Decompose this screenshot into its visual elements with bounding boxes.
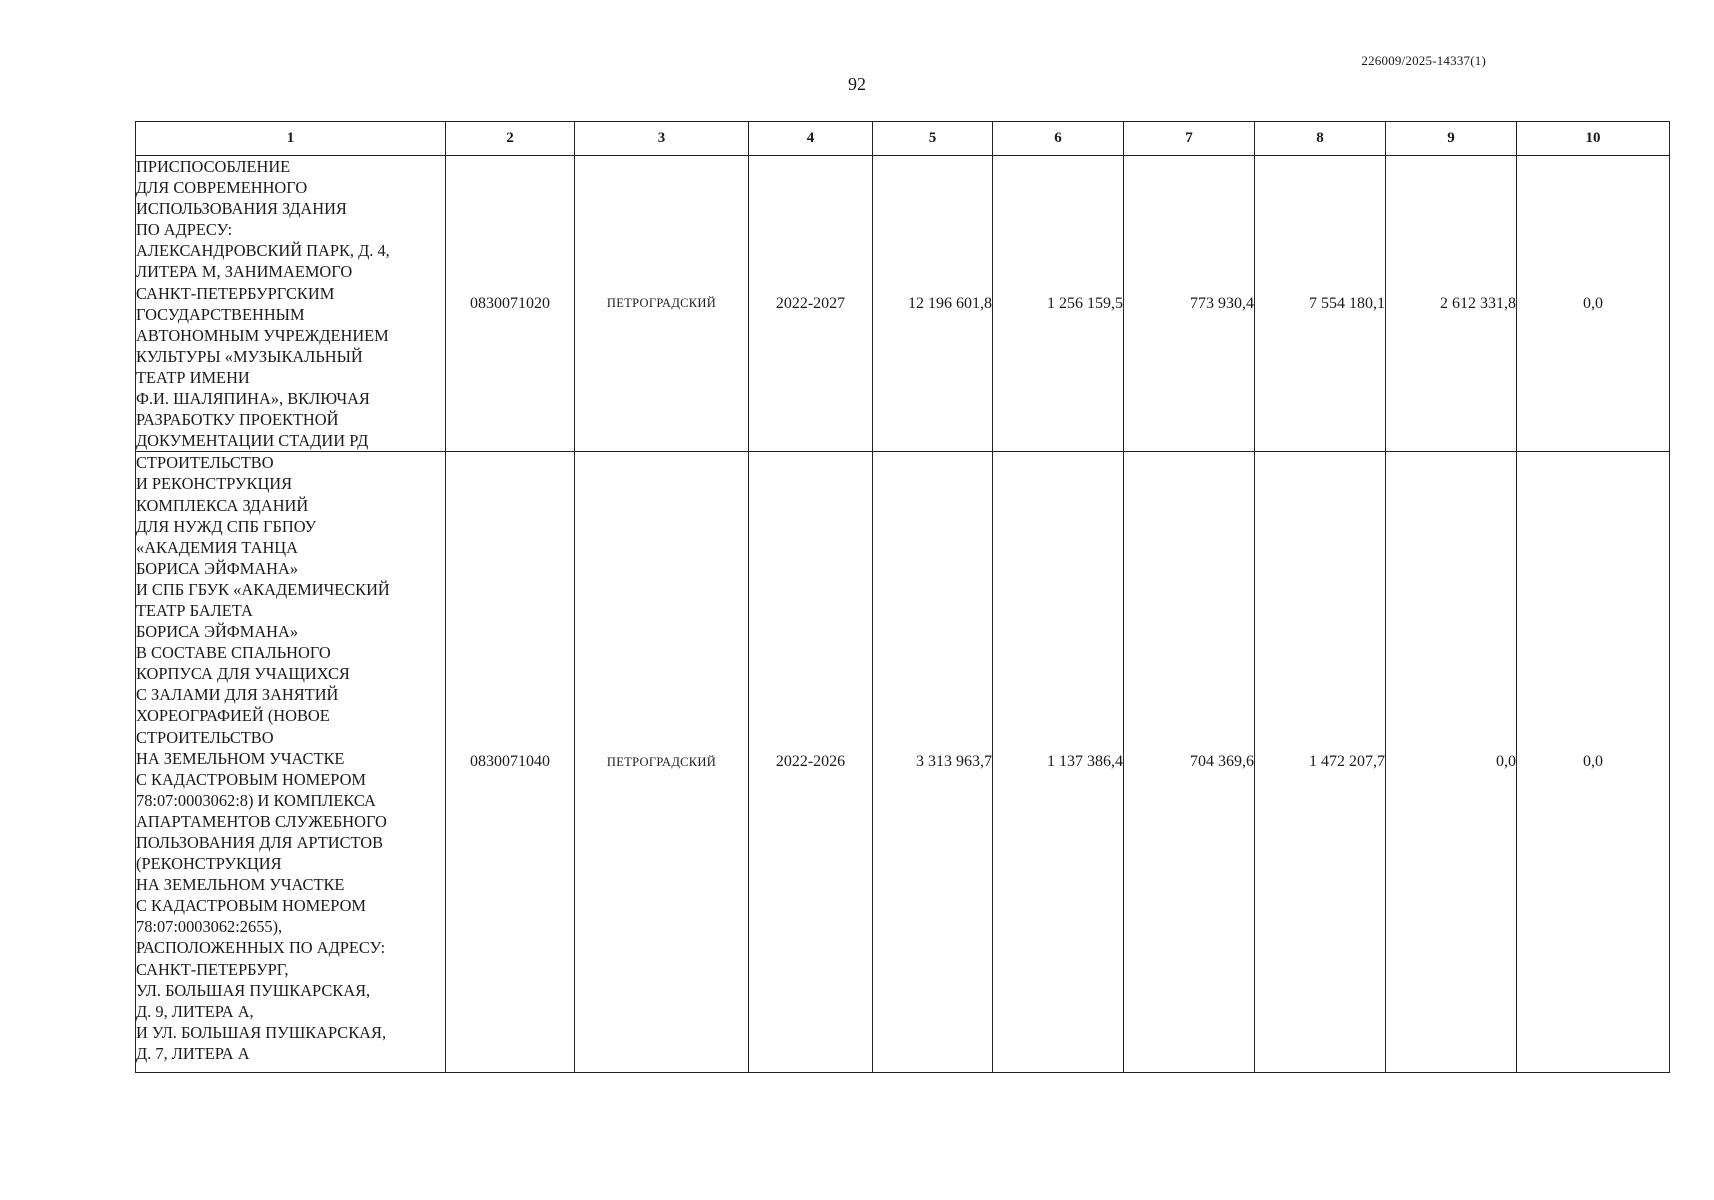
value-cell-7: 704 369,6 — [1124, 452, 1255, 1073]
value-cell-5: 12 196 601,8 — [873, 156, 993, 452]
column-header: 10 — [1517, 122, 1670, 156]
value-cell-9: 0,0 — [1386, 452, 1517, 1073]
district-cell: ПЕТРОГРАДСКИЙ — [575, 452, 749, 1073]
object-name-cell: ПРИСПОСОБЛЕНИЕ ДЛЯ СОВРЕМЕННОГО ИСПОЛЬЗОВАНИЯ ЗДАНИЯ ПО АДРЕСУ: АЛЕКСАНДРОВСКИЙ ПАРК, Д. 4, ЛИТЕРА М, ЗАНИМАЕМОГО САНКТ-ПЕТЕРБУРГСКИМ ГОСУДАРСТВЕННЫМ АВТОНОМНЫМ УЧРЕЖДЕНИЕМ КУЛЬТУРЫ «МУЗЫКАЛЬНЫЙ ТЕАТР ИМЕНИ Ф.И. ШАЛЯПИНА», ВКЛЮЧАЯ РАЗРАБОТКУ ПРОЕКТНОЙ ДОКУМЕНТАЦИИ СТАДИИ РД — [136, 156, 446, 452]
value-cell-6: 1 137 386,4 — [993, 452, 1124, 1073]
column-header: 9 — [1386, 122, 1517, 156]
code-cell: 0830071020 — [446, 156, 575, 452]
column-header: 4 — [749, 122, 873, 156]
header-row — [136, 122, 1670, 156]
period-cell: 2022-2026 — [749, 452, 873, 1073]
column-header: 8 — [1255, 122, 1386, 156]
column-header: 3 — [575, 122, 749, 156]
value-cell-10: 0,0 — [1517, 156, 1670, 452]
document-id: 226009/2025-14337(1) — [1361, 53, 1486, 68]
value-cell-10: 0,0 — [1517, 452, 1670, 1073]
object-name-cell: СТРОИТЕЛЬСТВО И РЕКОНСТРУКЦИЯ КОМПЛЕКСА ЗДАНИЙ ДЛЯ НУЖД СПБ ГБПОУ «АКАДЕМИЯ ТАНЦА БОРИСА ЭЙФМАНА» И СПБ ГБУК «АКАДЕМИЧЕСКИЙ ТЕАТР БАЛЕТА БОРИСА ЭЙФМАНА» В СОСТАВЕ СПАЛЬНОГО КОРПУСА ДЛЯ УЧАЩИХСЯ С ЗАЛАМИ ДЛЯ ЗАНЯТИЙ ХОРЕОГРАФИЕЙ (НОВОЕ СТРОИТЕЛЬСТВО НА ЗЕМЕЛЬНОМ УЧАСТКЕ С КАДАСТРОВЫМ НОМЕРОМ 78:07:0003062:8) И КОМПЛЕКСА АПАРТАМЕНТОВ СЛУЖЕБНОГО ПОЛЬЗОВАНИЯ ДЛЯ АРТИСТОВ (РЕКОНСТРУКЦИЯ НА ЗЕМЕЛЬНОМ УЧАСТКЕ С КАДАСТРОВЫМ НОМЕРОМ 78:07:0003062:2655), РАСПОЛОЖЕННЫХ ПО АДРЕСУ: САНКТ-ПЕТЕРБУРГ, УЛ. БОЛЬШАЯ ПУШКАРСКАЯ, Д. 9, ЛИТЕРА А, И УЛ. БОЛЬШАЯ ПУШКАРСКАЯ, Д. 7, ЛИТЕРА А — [136, 452, 446, 1073]
column-header: 1 — [136, 122, 446, 156]
value-cell-6: 1 256 159,5 — [993, 156, 1124, 452]
table-row — [136, 156, 1670, 452]
page-number: 92 — [848, 74, 866, 94]
code-cell: 0830071040 — [446, 452, 575, 1073]
value-cell-7: 773 930,4 — [1124, 156, 1255, 452]
value-cell-5: 3 313 963,7 — [873, 452, 993, 1073]
column-header: 7 — [1124, 122, 1255, 156]
column-header: 6 — [993, 122, 1124, 156]
value-cell-8: 7 554 180,1 — [1255, 156, 1386, 452]
value-cell-8: 1 472 207,7 — [1255, 452, 1386, 1073]
district-cell: ПЕТРОГРАДСКИЙ — [575, 156, 749, 452]
column-header: 2 — [446, 122, 575, 156]
value-cell-9: 2 612 331,8 — [1386, 156, 1517, 452]
table-row — [136, 452, 1670, 1073]
data-table — [135, 121, 1670, 1073]
period-cell: 2022-2027 — [749, 156, 873, 452]
column-header: 5 — [873, 122, 993, 156]
